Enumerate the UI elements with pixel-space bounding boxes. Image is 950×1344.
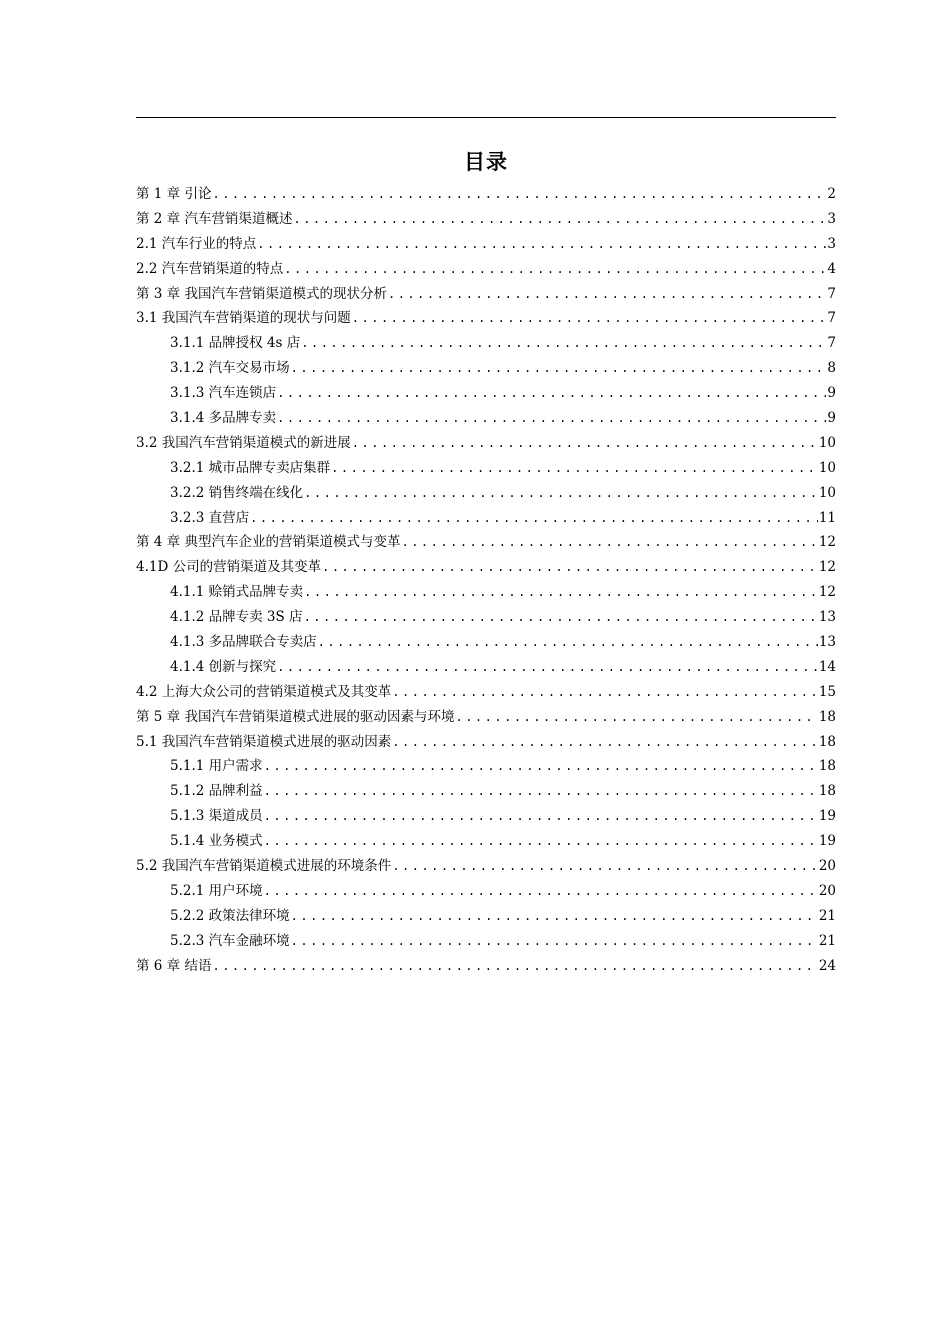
toc-entry-label: 3.1.3 汽车连锁店 xyxy=(170,385,277,402)
toc-entry-label: 5.1.3 渠道成员 xyxy=(170,808,263,825)
toc-dot-leader xyxy=(392,859,818,873)
toc-entry[interactable] xyxy=(136,306,836,331)
toc-entry[interactable] xyxy=(136,804,836,829)
table-of-contents xyxy=(136,182,836,979)
toc-entry-label: 第 1 章 引论 xyxy=(136,186,212,202)
toc-dot-leader xyxy=(264,759,818,773)
toc-entry-page-number: 20 xyxy=(818,882,836,899)
toc-entry[interactable] xyxy=(136,854,836,879)
toc-entry[interactable] xyxy=(136,630,836,655)
toc-entry[interactable] xyxy=(136,730,836,755)
toc-dot-leader xyxy=(291,909,818,923)
toc-entry[interactable] xyxy=(136,929,836,954)
toc-entry-label: 2.2 汽车营销渠道的特点 xyxy=(136,260,284,277)
toc-entry[interactable] xyxy=(136,431,836,456)
toc-entry-label: 5.1.1 用户需求 xyxy=(170,758,263,775)
toc-entry[interactable] xyxy=(136,506,836,531)
toc-dot-leader xyxy=(264,809,818,823)
toc-entry[interactable] xyxy=(136,754,836,779)
toc-entry-label: 4.1.1 赊销式品牌专卖 xyxy=(170,584,304,601)
toc-entry-label: 3.2.2 销售终端在线化 xyxy=(170,484,304,501)
toc-entry-page-number: 13 xyxy=(818,634,836,651)
toc-entry-label: 3.2 我国汽车营销渠道模式的新进展 xyxy=(136,434,351,451)
toc-entry-page-number: 7 xyxy=(827,310,836,327)
toc-entry-page-number: 24 xyxy=(818,957,836,974)
toc-dot-leader xyxy=(250,511,818,525)
toc-dot-leader xyxy=(388,287,826,301)
toc-dot-leader xyxy=(392,685,818,699)
toc-dot-leader xyxy=(264,784,818,798)
toc-dot-leader xyxy=(322,560,818,574)
toc-entry[interactable] xyxy=(136,655,836,680)
toc-entry-label: 5.1.2 品牌利益 xyxy=(170,783,263,800)
toc-entry[interactable] xyxy=(136,904,836,929)
toc-entry-page-number: 12 xyxy=(818,559,836,576)
toc-entry-page-number: 18 xyxy=(818,758,836,775)
toc-dot-leader xyxy=(291,361,827,375)
header-rule xyxy=(136,117,836,118)
toc-entry-page-number: 12 xyxy=(818,584,836,601)
toc-dot-leader xyxy=(212,187,826,201)
toc-dot-leader xyxy=(304,610,818,624)
toc-entry-label: 4.1D 公司的营销渠道及其变革 xyxy=(136,559,322,576)
toc-dot-leader xyxy=(331,461,818,475)
toc-entry-page-number: 15 xyxy=(818,683,836,700)
toc-entry[interactable] xyxy=(136,282,836,307)
toc-entry-label: 2.1 汽车行业的特点 xyxy=(136,235,257,252)
toc-entry-label: 5.2.2 政策法律环境 xyxy=(170,907,290,924)
toc-entry-label: 第 4 章 典型汽车企业的营销渠道模式与变革 xyxy=(136,534,401,551)
toc-entry-page-number: 21 xyxy=(818,932,836,949)
toc-entry-page-number: 18 xyxy=(818,733,836,750)
toc-entry[interactable] xyxy=(136,879,836,904)
toc-entry-page-number: 13 xyxy=(818,609,836,626)
toc-entry-page-number: 21 xyxy=(818,907,836,924)
toc-entry-page-number: 2 xyxy=(827,186,836,202)
toc-entry-label: 3.2.3 直营店 xyxy=(170,509,250,526)
toc-entry-page-number: 10 xyxy=(818,459,836,476)
toc-entry-label: 第 5 章 我国汽车营销渠道模式进展的驱动因素与环境 xyxy=(136,708,455,725)
toc-entry-page-number: 20 xyxy=(818,858,836,875)
toc-entry[interactable] xyxy=(136,406,836,431)
toc-entry-page-number: 9 xyxy=(827,410,836,427)
toc-entry-label: 4.1.4 创新与探究 xyxy=(170,658,277,675)
toc-entry-label: 3.1.4 多品牌专卖 xyxy=(170,410,277,427)
toc-entry-label: 5.1 我国汽车营销渠道模式进展的驱动因素 xyxy=(136,733,392,750)
toc-entry[interactable] xyxy=(136,381,836,406)
toc-dot-leader xyxy=(264,884,818,898)
toc-entry[interactable] xyxy=(136,182,836,207)
toc-entry-label: 3.1 我国汽车营销渠道的现状与问题 xyxy=(136,310,351,327)
toc-entry-page-number: 9 xyxy=(827,385,836,402)
toc-entry-label: 5.2.1 用户环境 xyxy=(170,882,263,899)
toc-dot-leader xyxy=(264,834,818,848)
toc-entry[interactable] xyxy=(136,481,836,506)
toc-entry[interactable] xyxy=(136,680,836,705)
toc-entry[interactable] xyxy=(136,580,836,605)
toc-entry-page-number: 4 xyxy=(827,260,836,277)
toc-entry-page-number: 10 xyxy=(818,434,836,451)
toc-entry-page-number: 10 xyxy=(818,484,836,501)
toc-entry[interactable] xyxy=(136,331,836,356)
toc-entry-label: 第 6 章 结语 xyxy=(136,957,212,974)
toc-entry-page-number: 18 xyxy=(818,783,836,800)
toc-entry-label: 4.2 上海大众公司的营销渠道模式及其变革 xyxy=(136,683,392,700)
toc-entry-label: 3.1.1 品牌授权 4s 店 xyxy=(170,335,301,352)
toc-entry-label: 4.1.2 品牌专卖 3S 店 xyxy=(170,609,303,626)
toc-entry[interactable] xyxy=(136,779,836,804)
toc-entry-label: 第 2 章 汽车营销渠道概述 xyxy=(136,210,293,227)
toc-entry[interactable] xyxy=(136,705,836,730)
toc-dot-leader xyxy=(257,237,826,251)
toc-dot-leader xyxy=(401,535,817,549)
toc-entry-page-number: 3 xyxy=(827,235,836,252)
toc-entry[interactable] xyxy=(136,530,836,555)
toc-entry-label: 3.1.2 汽车交易市场 xyxy=(170,360,290,377)
toc-dot-leader xyxy=(277,411,826,425)
toc-dot-leader xyxy=(352,311,827,325)
toc-entry-page-number: 8 xyxy=(827,360,836,377)
toc-entry-page-number: 7 xyxy=(827,285,836,302)
toc-dot-leader xyxy=(293,212,826,226)
toc-entry-label: 5.1.4 业务模式 xyxy=(170,833,263,850)
toc-entry-page-number: 11 xyxy=(818,509,836,526)
toc-dot-leader xyxy=(304,585,818,599)
toc-entry-label: 5.2 我国汽车营销渠道模式进展的环境条件 xyxy=(136,858,392,875)
toc-entry[interactable] xyxy=(136,257,836,282)
toc-entry[interactable] xyxy=(136,456,836,481)
toc-dot-leader xyxy=(301,336,826,350)
toc-entry-page-number: 7 xyxy=(827,335,836,352)
toc-dot-leader xyxy=(392,735,818,749)
toc-dot-leader xyxy=(277,660,818,674)
toc-entry-label: 4.1.3 多品牌联合专卖店 xyxy=(170,634,317,651)
toc-entry[interactable] xyxy=(136,356,836,381)
toc-dot-leader xyxy=(455,710,817,724)
toc-entry-page-number: 19 xyxy=(818,808,836,825)
toc-entry[interactable] xyxy=(136,232,836,257)
toc-entry[interactable] xyxy=(136,207,836,232)
toc-dot-leader xyxy=(284,262,826,276)
toc-entry[interactable] xyxy=(136,555,836,580)
toc-dot-leader xyxy=(304,486,818,500)
toc-dot-leader xyxy=(291,934,818,948)
toc-entry-page-number: 18 xyxy=(818,708,836,725)
toc-entry-page-number: 19 xyxy=(818,833,836,850)
toc-dot-leader xyxy=(277,386,826,400)
toc-entry-page-number: 3 xyxy=(827,210,836,227)
toc-dot-leader xyxy=(318,635,818,649)
toc-entry-label: 3.2.1 城市品牌专卖店集群 xyxy=(170,459,331,476)
toc-dot-leader xyxy=(212,959,817,973)
toc-entry[interactable] xyxy=(136,605,836,630)
toc-dot-leader xyxy=(352,436,818,450)
toc-entry[interactable] xyxy=(136,954,836,979)
toc-entry-page-number: 14 xyxy=(818,658,836,675)
toc-entry-page-number: 12 xyxy=(818,534,836,551)
toc-entry[interactable] xyxy=(136,829,836,854)
toc-title: 目录 xyxy=(464,150,508,174)
toc-entry-label: 5.2.3 汽车金融环境 xyxy=(170,932,290,949)
toc-entry-label: 第 3 章 我国汽车营销渠道模式的现状分析 xyxy=(136,285,387,302)
